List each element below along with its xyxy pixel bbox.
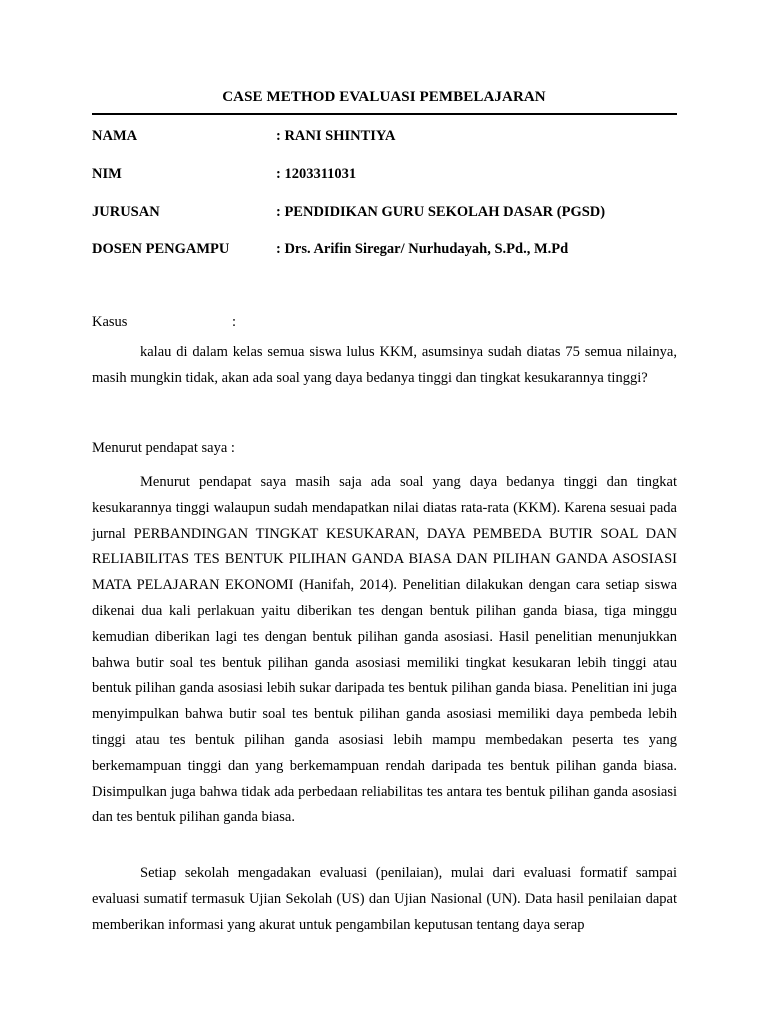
info-value: : RANI SHINTIYA [276,128,396,144]
kasus-label: Kasus [92,314,128,330]
kasus-colon: : [232,314,237,330]
info-label: NAMA [92,128,138,144]
body-paragraph-1: Menurut pendapat saya masih saja ada soal yang daya bedanya tinggi dan tingkat kesukarannya tinggi walaupun sudah mendapatkan nilai diatas rata-rata (KKM). Karena sesuai pada jurnal PERBANDINGAN TINGKAT KESUKARAN, DAYA PEMBEDA BUTIR SOAL DAN RELIABILITAS TES BENTUK PILIHAN GANDA BIASA DAN PILIHAN GANDA ASOSIASI MATA PELAJARAN EKONOMI (Hanifah, 2014). Penelitian dilakukan dengan cara setiap siswa dikenai dua kali perlakuan yaitu diberikan tes dengan bentuk pilihan ganda biasa, tiga minggu kemudian diberikan lagi tes dengan bentuk pilihan ganda asosiasi. Hasil penelitian menunjukkan bahwa butir soal tes bentuk pilihan ganda asosiasi memiliki tingkat kesukaran lebih tinggi atau bentuk pilihan ganda asosiasi lebih sukar daripada tes bentuk pilihan ganda biasa. Penelitian ini juga menyimpulkan bahwa butir soal tes bentuk pilihan ganda asosiasi memiliki daya pembeda lebih tinggi atau tes bentuk pilihan ganda asosiasi lebih mampu membedakan peserta tes yang berkemampuan tinggi dan yang berkemampuan rendah daripada tes bentuk pilihan ganda biasa. Disimpulkan juga bahwa tidak ada perbedaan reliabilitas tes antara tes bentuk pilihan ganda asosiasi dan tes bentuk pilihan ganda biasa. [92,474,677,826]
info-value: : Drs. Arifin Siregar/ Nurhudayah, S.Pd., M.Pd [276,241,569,257]
info-label: JURUSAN [92,204,160,220]
info-label: NIM [92,166,122,182]
info-label: DOSEN PENGAMPU [92,241,230,257]
document-title: CASE METHOD EVALUASI PEMBELAJARAN [222,89,546,105]
opinion-heading: Menurut pendapat saya : [92,440,235,456]
case-question: kalau di dalam kelas semua siswa lulus KKM, asumsinya sudah diatas 75 semua nilainya, masih mungkin tidak, akan ada soal yang daya bedanya tinggi dan tingkat kesukarannya tinggi? [92,344,677,386]
info-value: : 1203311031 [276,166,357,182]
info-value: : PENDIDIKAN GURU SEKOLAH DASAR (PGSD) [276,204,606,220]
title-divider [92,113,677,115]
body-paragraph-2: Setiap sekolah mengadakan evaluasi (penilaian), mulai dari evaluasi formatif sampai evaluasi sumatif termasuk Ujian Sekolah (US) dan Ujian Nasional (UN). Data hasil penilaian dapat memberikan informasi yang akurat untuk pengambilan keputusan tentang daya serap [92,865,677,933]
